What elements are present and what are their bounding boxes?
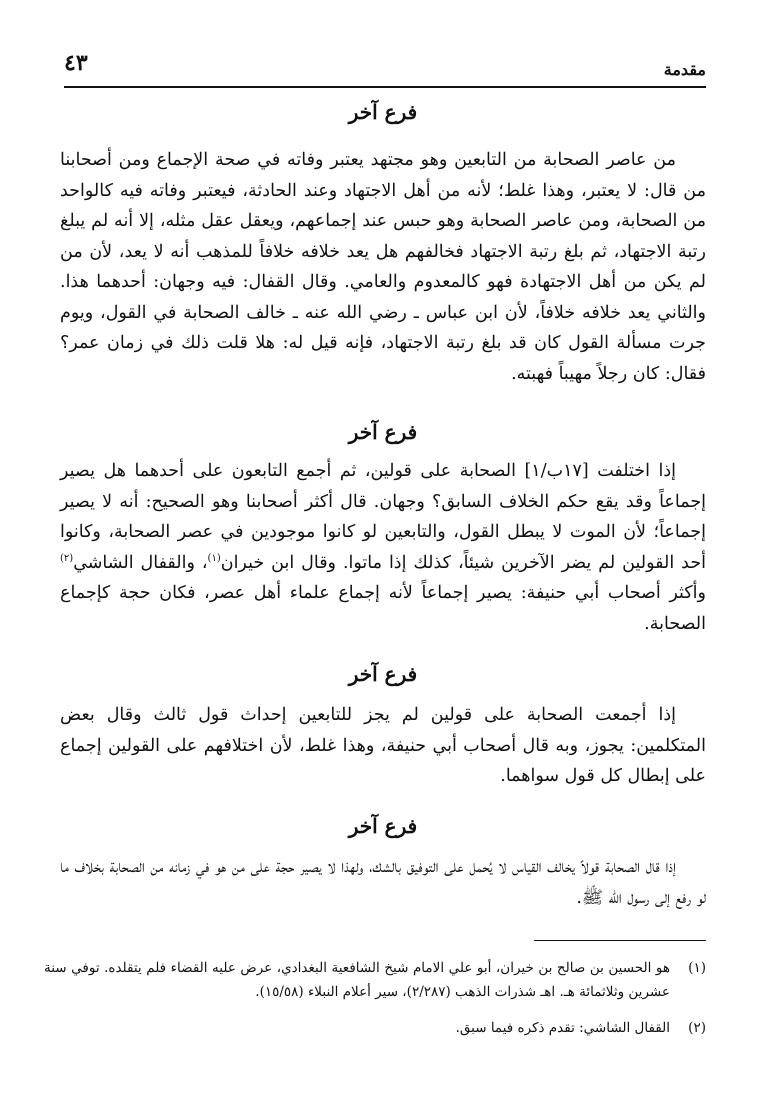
- section-title-3: فرع آخر: [348, 662, 418, 686]
- footnote-ref-1[interactable]: (١): [207, 552, 221, 564]
- footnote-1: [44, 956, 706, 1004]
- footnote-number: (٢): [688, 1020, 706, 1036]
- section-paragraph-1: من عاصر الصحابة من التابعين وهو مجتهد يعتبر وفاته في صحة الإجماع ومن أصحابنا من قال: لا يعتبر، وهذا غلط؛ لأنه من أهل الاجتهاد وعند الحادثة، فيعتبر وفاته فيه كالواحد من الصحابة، ومن عاصر الصحابة وهو حبس عند إجماعهم، ويعقل عقل مثله، إلا أنه لم يبلغ رتبة الاجتهاد، ثم بلغ رتبة الاجتهاد فخالفهم هل يعد خلافه خلافاً للمذهب أنه لا يعد، لأن من لم يكن من أهل الاجتهادة فهو كالمعدوم والعامي. وقال القفال: فيه وجهان: أحدهما هذا. والثاني يعد خلافه خلافاً، لأن ابن عباس ـ رضي الله عنه ـ خالف الصحابة في القول، ويوم جرت مسألة القول كان قد بلغ رتبة الاجتهاد، فإنه قيل له: هلا قلت ذلك في زمان عمر؟ فقال: كان رجلاً مهيباً فهبته.: [60, 150, 706, 384]
- footnote-text: هو الحسين بن صالح بن خيران، أبو علي الامام شيخ الشافعية البغدادي، عرض عليه القضاء فلم يتقلده. توفي سنة عشرين وثلاثمائة هـ. اهـ شذرات الذهب (٢/٢٨٧)، سير أعلام النبلاء (١٥/٥٨).: [44, 960, 670, 1000]
- footnote-separator: [534, 940, 706, 941]
- page-header: [64, 46, 706, 88]
- section-paragraph-2: [60, 456, 706, 639]
- section-title-2: فرع آخر: [348, 420, 418, 444]
- section-title-4: فرع آخر: [348, 814, 418, 838]
- running-title: مقدمة: [663, 60, 706, 79]
- footnote-text: القفال الشاشي: تقدم ذكره فيما سبق.: [455, 1020, 670, 1036]
- section-paragraph-4: إذا قال الصحابة قولاً يخالف القياس لا يُحمل على التوفيق بالشك، ولهذا لا يصير حجة على من هو في زمانه من الصحابة بخلاف ما لو رفع إلى رسول الله ﷺ.: [60, 857, 706, 908]
- section-title-1: فرع آخر: [348, 100, 418, 124]
- section-paragraph-3: إذا أجمعت الصحابة على قولين لم يجز للتابعين إحداث قول ثالث وقال بعض المتكلمين: يجوز، وبه قال أصحاب أبي حنيفة، وهذا غلط، لأن اختلافهم على القولين إجماع على إبطال كل قول سواهما.: [60, 705, 706, 786]
- paragraph-text: ، والقفال الشاشي: [73, 552, 208, 573]
- footnote-2: [44, 1016, 706, 1040]
- footnote-number: (١): [688, 960, 706, 976]
- footnote-ref-2[interactable]: (٢): [60, 552, 74, 564]
- paragraph-text: إذا اختلفت [١٧ب/١] الصحابة على قولين، ثم أجمع التابعون على أحدهما هل يصير إجماعاً وقد يقع حكم الخلاف السابق؟ وجهان. قال أكثر أصحابنا وهو الصحيح: أنه لا يصير إجماعاً؛ لأن الموت لا يبطل القول، والتابعين لو كانوا موجودين في عصر الصحابة، وكانوا أحد القولين لم يضر الآخرين شيئاً، كذلك إذا ماتوا. وقال ابن خيران: [60, 461, 707, 573]
- paragraph-text: وأكثر أصحاب أبي حنيفة: يصير إجماعاً لأنه إجماع علماء أهل عصر، فكان حجة كإجماع الصحابة.: [60, 583, 706, 634]
- page-number: ٤٣: [64, 50, 88, 76]
